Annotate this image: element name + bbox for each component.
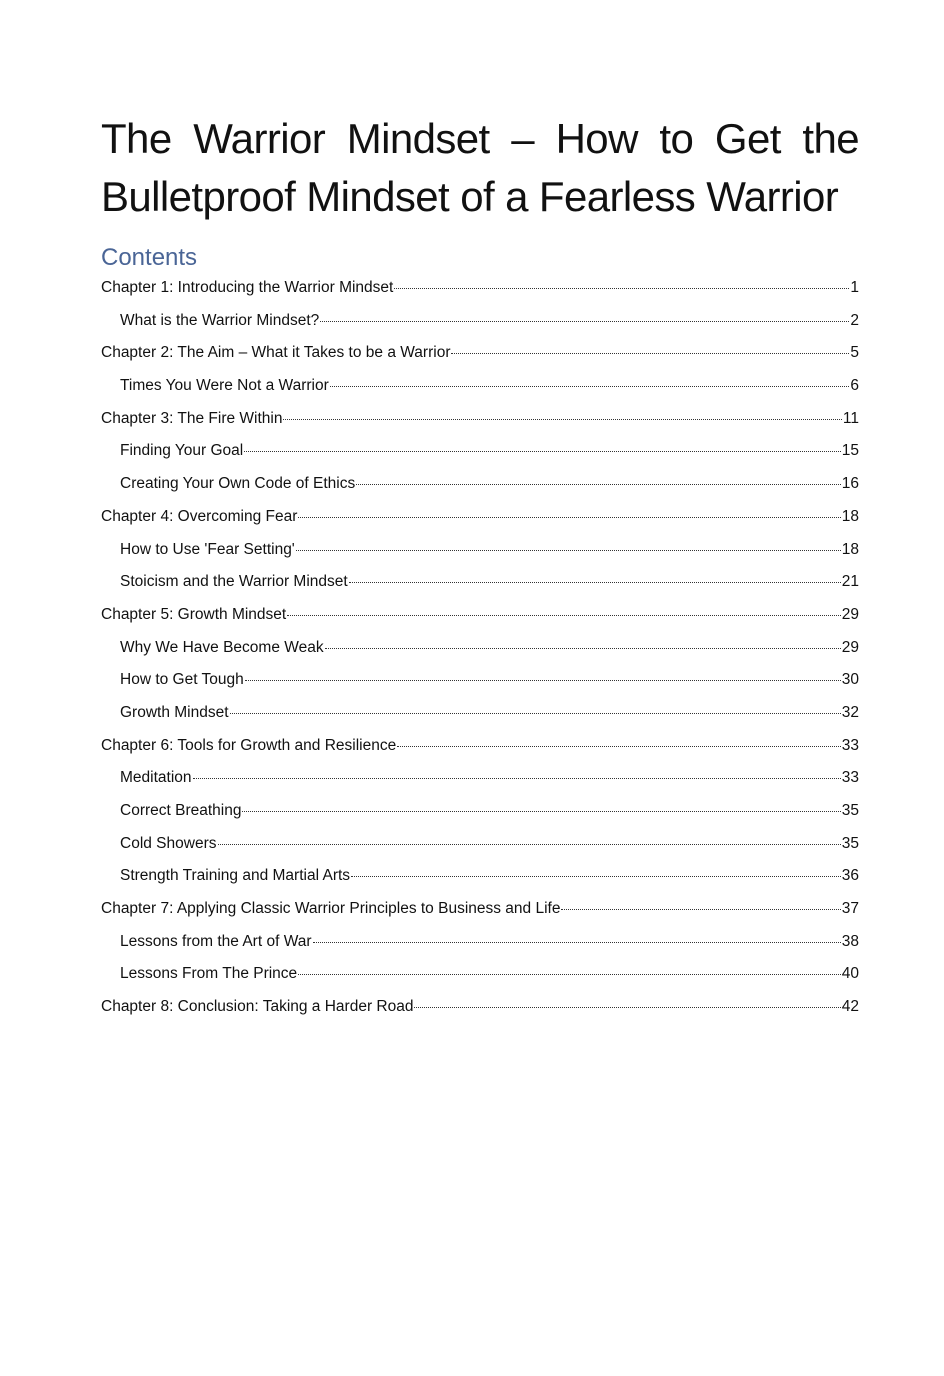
- toc-entry-label: Creating Your Own Code of Ethics: [120, 475, 356, 493]
- toc-page-number: 21: [841, 573, 859, 591]
- toc-dot-leader: [320, 321, 849, 322]
- toc-entry-label: Chapter 7: Applying Classic Warrior Principles to Business and Life: [101, 900, 561, 918]
- toc-entry-label: Growth Mindset: [120, 703, 229, 721]
- toc-page-number: 40: [841, 965, 859, 983]
- toc-page-number: 2: [850, 311, 859, 329]
- toc-page-number: 18: [841, 540, 859, 558]
- toc-page-number: 6: [850, 377, 859, 395]
- title-line-2: Bulletproof Mindset of a Fearless Warrior: [101, 173, 839, 220]
- toc-subsection-entry[interactable]: [101, 541, 859, 574]
- contents-heading: Contents: [101, 244, 198, 271]
- toc-entry-label: Chapter 4: Overcoming Fear: [101, 507, 298, 525]
- toc-subsection-entry[interactable]: [101, 704, 859, 737]
- toc-dot-leader: [244, 451, 841, 452]
- toc-subsection-entry[interactable]: [101, 573, 859, 606]
- toc-subsection-entry[interactable]: [101, 442, 859, 475]
- toc-entry-label: How to Use 'Fear Setting': [120, 540, 295, 558]
- toc-page-number: 5: [850, 344, 859, 362]
- toc-dot-leader: [451, 353, 849, 354]
- toc-dot-leader: [193, 778, 841, 779]
- toc-dot-leader: [349, 582, 841, 583]
- toc-dot-leader: [325, 648, 841, 649]
- toc-subsection-entry[interactable]: [101, 769, 859, 802]
- toc-entry-label: Lessons from the Art of War: [120, 932, 312, 950]
- toc-chapter-entry[interactable]: [101, 737, 859, 770]
- toc-dot-leader: [351, 876, 841, 877]
- table-of-contents: [101, 279, 859, 1031]
- toc-page-number: 29: [841, 638, 859, 656]
- toc-entry-label: Meditation: [120, 769, 192, 787]
- toc-subsection-entry[interactable]: [101, 639, 859, 672]
- toc-page-number: 33: [841, 769, 859, 787]
- toc-entry-label: Strength Training and Martial Arts: [120, 867, 351, 885]
- toc-dot-leader: [356, 484, 841, 485]
- toc-subsection-entry[interactable]: [101, 475, 859, 508]
- toc-dot-leader: [313, 942, 841, 943]
- toc-entry-label: Times You Were Not a Warrior: [120, 377, 329, 395]
- toc-chapter-entry[interactable]: [101, 279, 859, 312]
- document-title: [101, 110, 859, 226]
- toc-page-number: 35: [841, 834, 859, 852]
- toc-page-number: 30: [841, 671, 859, 689]
- toc-page-number: 15: [841, 442, 859, 460]
- toc-chapter-entry[interactable]: [101, 508, 859, 541]
- toc-entry-label: Chapter 6: Tools for Growth and Resilience: [101, 736, 397, 754]
- toc-entry-label: Correct Breathing: [120, 802, 242, 819]
- toc-page-number: 35: [841, 802, 859, 819]
- toc-subsection-entry[interactable]: [101, 867, 859, 900]
- toc-entry-label: How to Get Tough: [120, 671, 244, 689]
- toc-dot-leader: [397, 746, 841, 747]
- toc-dot-leader: [296, 550, 841, 551]
- toc-page-number: 38: [841, 932, 859, 950]
- toc-entry-label: Chapter 1: Introducing the Warrior Mindset: [101, 279, 394, 296]
- toc-page-number: 36: [841, 867, 859, 885]
- toc-dot-leader: [242, 811, 840, 812]
- toc-chapter-entry[interactable]: [101, 998, 859, 1031]
- toc-entry-label: Cold Showers: [120, 834, 217, 852]
- toc-dot-leader: [414, 1007, 840, 1008]
- toc-dot-leader: [245, 680, 841, 681]
- toc-dot-leader: [283, 419, 841, 420]
- toc-dot-leader: [298, 974, 841, 975]
- toc-page-number: 32: [841, 703, 859, 721]
- toc-dot-leader: [561, 909, 840, 910]
- toc-subsection-entry[interactable]: [101, 802, 859, 835]
- toc-dot-leader: [330, 386, 850, 387]
- toc-page-number: 29: [841, 605, 859, 623]
- toc-subsection-entry[interactable]: [101, 835, 859, 868]
- toc-entry-label: Chapter 5: Growth Mindset: [101, 605, 287, 623]
- toc-page-number: 37: [841, 900, 859, 918]
- toc-subsection-entry[interactable]: [101, 671, 859, 704]
- toc-chapter-entry[interactable]: [101, 344, 859, 377]
- toc-chapter-entry[interactable]: [101, 606, 859, 639]
- toc-entry-label: Chapter 2: The Aim – What it Takes to be a Warrior: [101, 344, 451, 362]
- title-line-1: The Warrior Mindset – How to Get the: [101, 115, 859, 162]
- toc-dot-leader: [298, 517, 840, 518]
- toc-entry-label: Chapter 3: The Fire Within: [101, 409, 283, 427]
- toc-page-number: 18: [841, 507, 859, 525]
- toc-entry-label: Why We Have Become Weak: [120, 638, 324, 656]
- toc-subsection-entry[interactable]: [101, 312, 859, 345]
- toc-dot-leader: [218, 844, 841, 845]
- toc-entry-label: Finding Your Goal: [120, 442, 244, 460]
- toc-dot-leader: [230, 713, 841, 714]
- toc-page-number: 16: [841, 475, 859, 493]
- toc-chapter-entry[interactable]: [101, 410, 859, 443]
- toc-subsection-entry[interactable]: [101, 933, 859, 966]
- toc-page-number: 11: [842, 409, 859, 427]
- toc-entry-label: Chapter 8: Conclusion: Taking a Harder Road: [101, 998, 414, 1016]
- toc-subsection-entry[interactable]: [101, 377, 859, 410]
- toc-entry-label: Lessons From The Prince: [120, 965, 298, 983]
- toc-dot-leader: [287, 615, 841, 616]
- toc-page-number: 42: [841, 998, 859, 1016]
- toc-page-number: 1: [850, 279, 859, 296]
- toc-page-number: 33: [841, 736, 859, 754]
- toc-chapter-entry[interactable]: [101, 900, 859, 933]
- toc-entry-label: Stoicism and the Warrior Mindset: [120, 573, 348, 591]
- toc-subsection-entry[interactable]: [101, 965, 859, 998]
- toc-entry-label: What is the Warrior Mindset?: [120, 311, 320, 329]
- toc-dot-leader: [394, 288, 849, 289]
